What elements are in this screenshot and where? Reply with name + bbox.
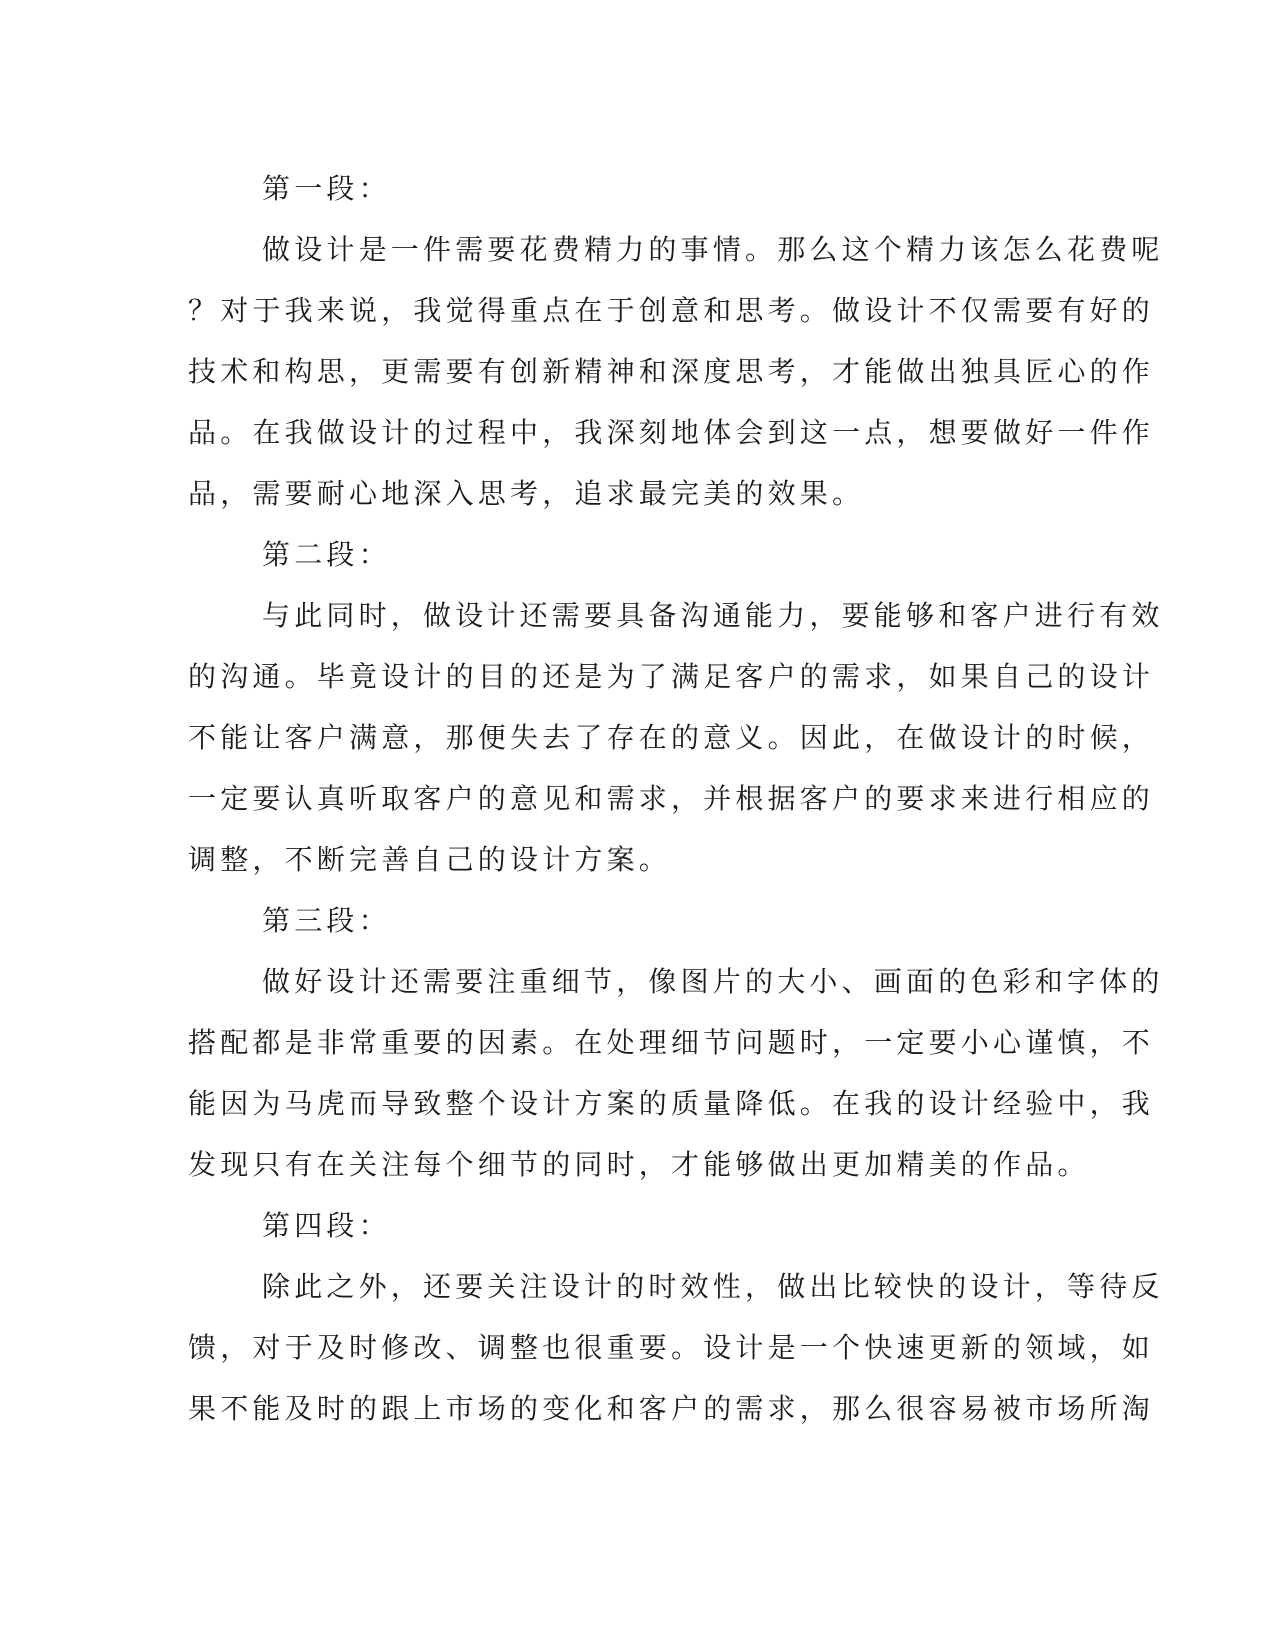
paragraph-line: 与此同时，做设计还需要具备沟通能力，要能够和客户进行有效 <box>262 599 1164 632</box>
paragraph-line: ？对于我来说，我觉得重点在于创意和思考。做设计不仅需要有好的 <box>188 294 1155 327</box>
paragraph-line: 发现只有在关注每个细节的同时，才能够做出更加精美的作品。 <box>188 1148 1090 1181</box>
paragraph-line: 品，需要耐心地深入思考，追求最完美的效果。 <box>188 477 865 510</box>
paragraph-line: 果不能及时的跟上市场的变化和客户的需求，那么很容易被市场所淘 <box>188 1392 1155 1425</box>
section-heading: 第三段： <box>262 904 391 937</box>
paragraph-line: 调整，不断完善自己的设计方案。 <box>188 843 672 876</box>
paragraph-line: 搭配都是非常重要的因素。在处理细节问题时，一定要小心谨慎，不 <box>188 1026 1155 1059</box>
paragraph-line: 做设计是一件需要花费精力的事情。那么这个精力该怎么花费呢 <box>262 233 1164 266</box>
paragraph-line: 除此之外，还要关注设计的时效性，做出比较快的设计，等待反 <box>262 1270 1164 1303</box>
paragraph-line: 技术和构思，更需要有创新精神和深度思考，才能做出独具匠心的作 <box>188 355 1155 388</box>
document-body <box>188 158 1164 1439</box>
paragraph-line: 馈，对于及时修改、调整也很重要。设计是一个快速更新的领域，如 <box>188 1331 1155 1364</box>
section-heading: 第四段： <box>262 1209 391 1242</box>
section-heading: 第二段： <box>262 538 391 571</box>
paragraph-line: 一定要认真听取客户的意见和需求，并根据客户的要求来进行相应的 <box>188 782 1155 815</box>
paragraph-line: 做好设计还需要注重细节，像图片的大小、画面的色彩和字体的 <box>262 965 1164 998</box>
section-heading: 第一段： <box>262 172 391 205</box>
paragraph-line: 能因为马虎而导致整个设计方案的质量降低。在我的设计经验中，我 <box>188 1087 1155 1120</box>
paragraph-line: 的沟通。毕竟设计的目的还是为了满足客户的需求，如果自己的设计 <box>188 660 1155 693</box>
paragraph-line: 不能让客户满意，那便失去了存在的意义。因此，在做设计的时候， <box>188 721 1155 754</box>
paragraph-line: 品。在我做设计的过程中，我深刻地体会到这一点，想要做好一件作 <box>188 416 1155 449</box>
